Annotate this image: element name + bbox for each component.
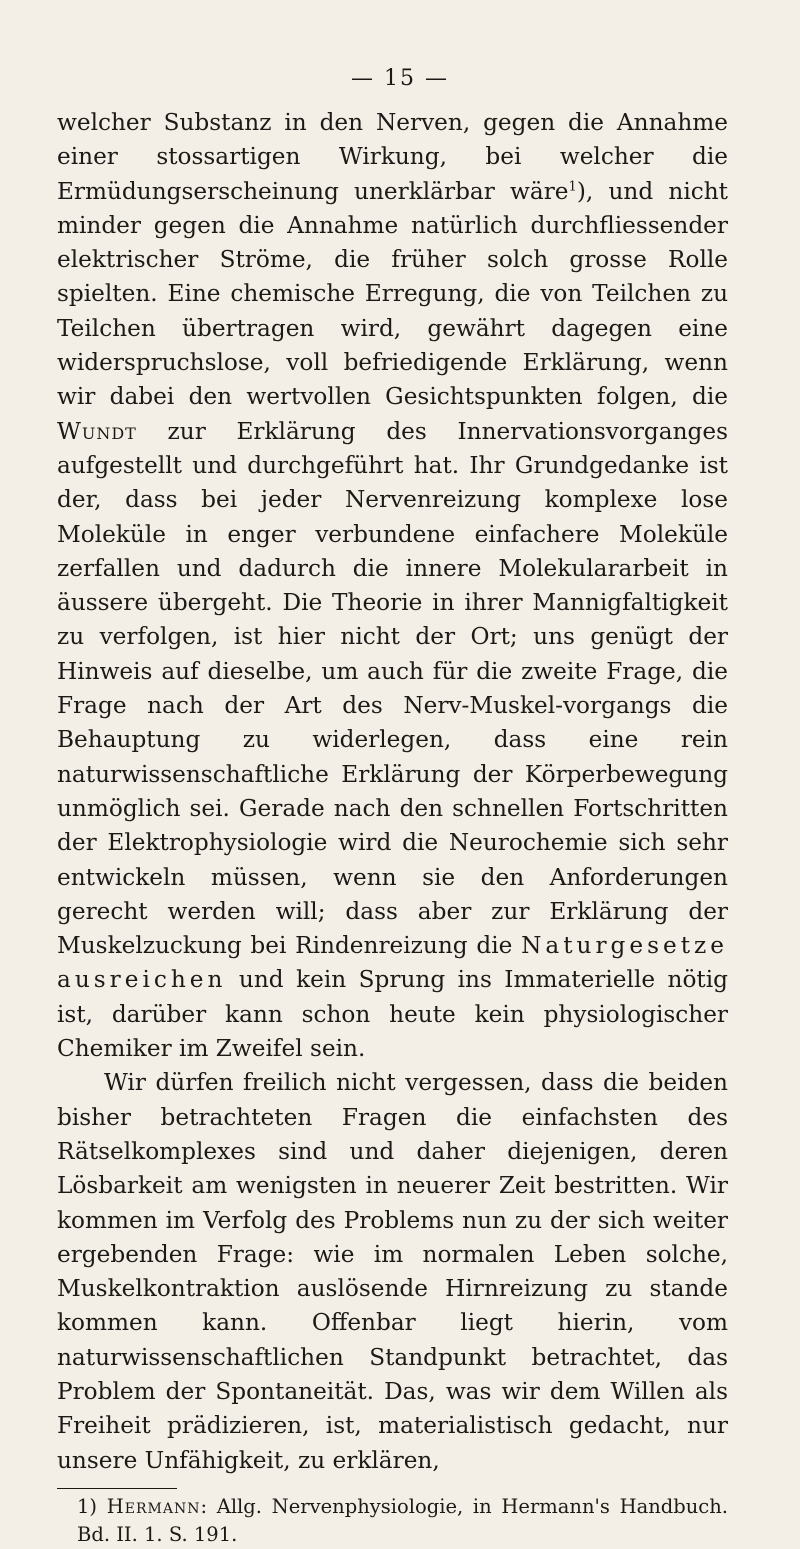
body-text (57, 106, 728, 1478)
paragraph-1 (57, 106, 728, 1066)
paragraph-1-part-3: zur Erklärung des Innervationsvorganges aufgestellt und durchgeführt hat. Ihr Grundgedanke ist der, dass bei jeder Nervenreizung komplexe lose Moleküle in enger verbundene einfachere Moleküle zerfallen und dadurch die innere Molekulararbeit in äussere übergeht. Die Theorie in ihrer Mannigfaltigkeit zu verfolgen, ist hier nicht der Ort; uns genügt der Hinweis auf dieselbe, um auch für die zweite Frage, die Frage nach der Art des Nerv-Muskel-vorgangs die Behauptung zu widerlegen, dass eine rein naturwissenschaftliche Erklärung der Körperbewegung unmöglich sei. Gerade nach den schnellen Fortschritten der Elektrophysiologie wird die Neurochemie sich sehr entwickeln müssen, wenn sie den Anforderungen gerecht werden will; dass aber zur Erklärung der Muskelzuckung bei Rindenreizung die (57, 417, 728, 960)
footnote-author: Hermann (106, 1494, 201, 1518)
page-number: — 15 — (351, 66, 449, 91)
footnote-mark: 1) (77, 1494, 98, 1518)
emphasis-naturgesetze: Naturgesetze ausreichen (57, 932, 728, 994)
footnote (57, 1493, 728, 1549)
paragraph-1-part-2: ), und nicht minder gegen die Annahme natürlich durchfliessender elektrischer Ströme, die früher solch grosse Rolle spielten. Eine chemische Erregung, die von Teilchen zu Teilchen übertragen wird, gewährt dagegen eine widerspruchslose, voll befriedigende Erklärung, wenn wir dabei den wertvollen Gesichtspunkten folgen, die (57, 177, 728, 411)
paragraph-2: Wir dürfen freilich nicht vergessen, dass die beiden bisher betrachteten Fragen die einfachsten des Rätselkomplexes sind und daher diejenigen, deren Lösbarkeit am wenigsten in neuerer Zeit bestritten. Wir kommen im Verfolg des Problems nun zu der sich weiter ergebenden Frage: wie im normalen Leben solche, Muskelkontraktion auslösende Hirnreizung zu stande kommen kann. Offenbar liegt hierin, vom naturwissenschaftlichen Standpunkt betrachtet, das Problem der Spontaneität. Das, was wir dem Willen als Freiheit prädizieren, ist, materialistisch gedacht, nur unsere Unfähigkeit, zu erklären, (57, 1069, 728, 1474)
footnote-text: : Allg. Nervenphysiologie, in Hermann's Handbuch. Bd. II. 1. S. 191. (77, 1494, 728, 1546)
footnote-divider (57, 1488, 177, 1489)
paragraph-1-part-1: welcher Substanz in den Nerven, gegen die Annahme einer stossartigen Wirkung, bei welcher die Ermüdungserscheinung unerklärbar wäre (57, 109, 728, 205)
paragraph-1-part-4: und kein Sprung ins Immaterielle nötig ist, darüber kann schon heute kein physiologischer Chemiker im Zweifel sein. (57, 966, 728, 1063)
footnote-ref[interactable]: 1 (568, 178, 577, 194)
author-name-wundt: Wundt (57, 417, 137, 445)
